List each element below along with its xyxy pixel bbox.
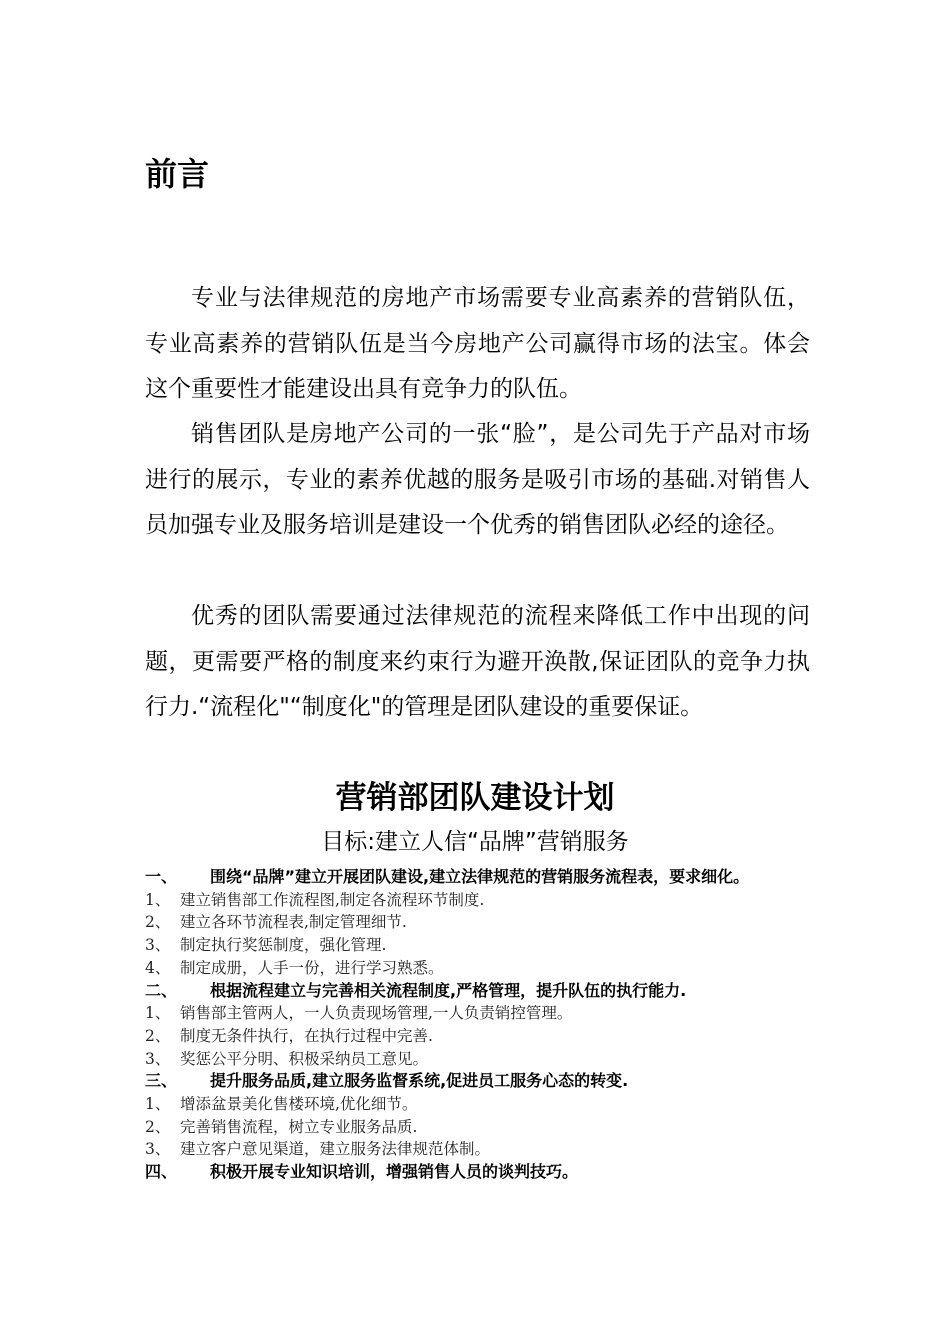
sub-item	[145, 1002, 815, 1025]
sub-item-text: 完善销售流程，树立专业服务品质.	[180, 1117, 418, 1136]
plan-goal: 目标:建立人信“品牌”营销服务	[321, 829, 629, 855]
section-item-2	[145, 980, 815, 1003]
sub-item	[145, 1093, 815, 1116]
sub-item	[145, 911, 815, 934]
section-item-3	[145, 1070, 815, 1093]
sub-item-text: 建立客户意见渠道，建立服务法律规范体制。	[180, 1140, 491, 1159]
sub-item	[145, 1048, 815, 1071]
sub-item-number: 1、	[145, 890, 171, 909]
section-item-1	[145, 866, 815, 889]
sub-item-number: 3、	[145, 1140, 171, 1159]
sub-item-text: 奖惩公平分明、积极采纳员工意见。	[180, 1049, 429, 1068]
sub-item-number: 2、	[145, 913, 171, 932]
sub-item	[145, 889, 815, 912]
sub-item-number: 1、	[145, 1004, 171, 1023]
sub-item-text: 建立销售部工作流程图,制定各流程环节制度.	[180, 890, 485, 909]
section-text: 积极开展专业知识培训，增强销售人员的谈判技巧。	[210, 1162, 579, 1182]
preface-paragraph-1: 专业与法律规范的房地产市场需要专业高素养的营销队伍，专业高素养的营销队伍是当今房地产公司赢得市场的法宝。体会这个重要性才能建设出具有竞争力的队伍。	[145, 285, 810, 402]
sub-item-number: 2、	[145, 1026, 171, 1045]
sub-item-text: 销售部主管两人，一人负责现场管理,一人负责销控管理。	[180, 1004, 573, 1023]
section-number: 二、	[145, 980, 178, 1000]
preface-heading: 前言	[145, 155, 210, 193]
sub-item-number: 2、	[145, 1117, 171, 1136]
plan-title: 营销部团队建设计划	[335, 780, 615, 816]
sub-item-text: 制定成册，人手一份，进行学习熟悉。	[180, 958, 444, 977]
sub-item-text: 建立各环节流程表,制定管理细节.	[180, 913, 407, 932]
section-item-4	[145, 1161, 815, 1184]
section-number: 三、	[145, 1071, 178, 1091]
section-text: 围绕“品牌”建立开展团队建设,建立法律规范的营销服务流程表，要求细化。	[210, 867, 750, 886]
section-text: 根据流程建立与完善相关流程制度,严格管理，提升队伍的执行能力.	[210, 980, 687, 1000]
sub-item-number: 3、	[145, 1049, 171, 1068]
preface-paragraph-3: 优秀的团队需要通过法律规范的流程来降低工作中出现的问题，更需要严格的制度来约束行为避开涣散,保证团队的竞争力执行力.“流程化"“制度化"的管理是团队建设的重要保证。	[145, 603, 810, 720]
preface-paragraph-2: 销售团队是房地产公司的一张“脸”，是公司先于产品对市场进行的展示，专业的素养优越的服务是吸引市场的基础.对销售人员加强专业及服务培训是建设一个优秀的销售团队必经的途径。	[145, 421, 810, 538]
sub-item-text: 增添盆景美化售楼环境,优化细节。	[180, 1095, 418, 1114]
sub-item	[145, 1138, 815, 1161]
sub-item	[145, 1116, 815, 1139]
plan-item-list	[145, 866, 815, 1184]
sub-item-text: 制度无条件执行，在执行过程中完善.	[180, 1026, 433, 1045]
sub-item	[145, 1025, 815, 1048]
sub-item-number: 3、	[145, 936, 171, 955]
section-text: 提升服务品质,建立服务监督系统,促进员工服务心态的转变.	[210, 1071, 629, 1091]
section-number: 一、	[145, 867, 178, 886]
sub-item-number: 4、	[145, 958, 171, 977]
sub-item	[145, 934, 815, 957]
section-number: 四、	[145, 1162, 178, 1182]
sub-item-text: 制定执行奖惩制度，强化管理.	[180, 936, 387, 955]
sub-item-number: 1、	[145, 1095, 171, 1114]
sub-item	[145, 957, 815, 980]
